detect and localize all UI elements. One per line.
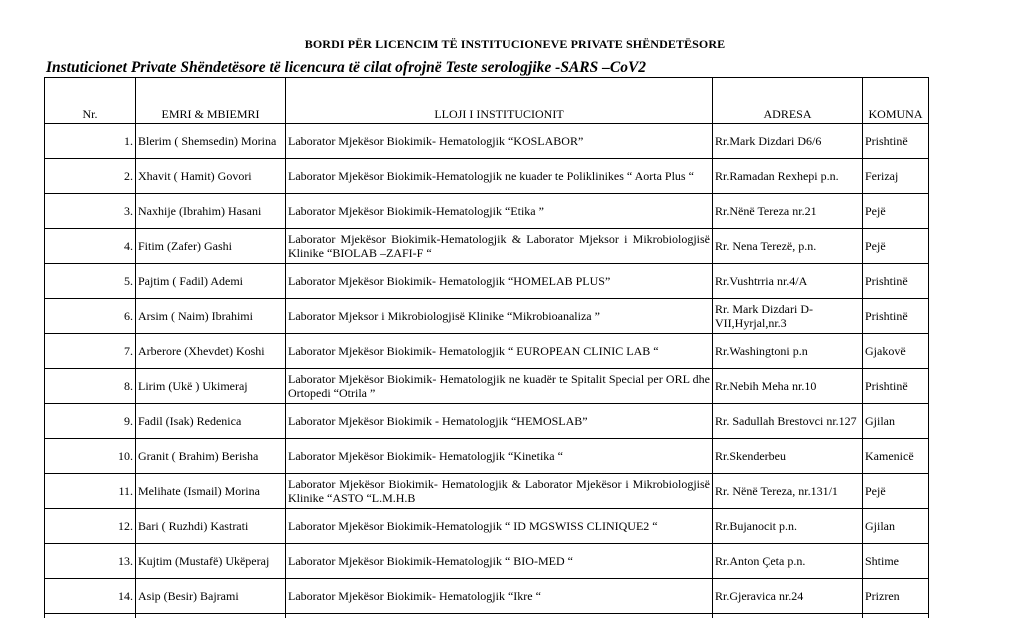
cell-nr: 4.	[45, 229, 136, 264]
cell-address: Rr.Vushtrria nr.4/A	[713, 264, 863, 299]
cell-address: Rr. Mark Dizdari D-VII,Hyrjal,nr.3	[713, 299, 863, 334]
column-header-nr: Nr.	[45, 78, 136, 124]
empty-cell	[863, 614, 929, 619]
cell-municipality: Pejë	[863, 194, 929, 229]
cell-institution-type: Laborator Mjekësor Biokimik- Hematologjik “HOMELAB PLUS”	[286, 264, 713, 299]
cell-address: Rr.Gjeravica nr.24	[713, 579, 863, 614]
cell-address: Rr.Washingtoni p.n	[713, 334, 863, 369]
cell-municipality: Prishtinë	[863, 124, 929, 159]
table-row	[45, 124, 929, 159]
empty-cell	[136, 614, 286, 619]
cell-name: Fitim (Zafer) Gashi	[136, 229, 286, 264]
cell-municipality: Prishtinë	[863, 299, 929, 334]
cell-name: Kujtim (Mustafë) Ukëperaj	[136, 544, 286, 579]
table-body	[45, 124, 929, 619]
cell-name: Melihate (Ismail) Morina	[136, 474, 286, 509]
cell-nr: 11.	[45, 474, 136, 509]
cell-nr: 12.	[45, 509, 136, 544]
cell-nr: 14.	[45, 579, 136, 614]
cell-nr: 7.	[45, 334, 136, 369]
cell-municipality: Gjilan	[863, 404, 929, 439]
cell-institution-type: Laborator Mjekësor Biokimik- Hematologjik & Laborator Mjekësor i Mikrobiologjisë Klinike “ASTO “L.M.H.B	[286, 474, 713, 509]
table-header-row	[45, 78, 929, 124]
cell-name: Arberore (Xhevdet) Koshi	[136, 334, 286, 369]
cell-name: Asip (Besir) Bajrami	[136, 579, 286, 614]
cell-nr: 13.	[45, 544, 136, 579]
column-header-address: ADRESA	[713, 78, 863, 124]
empty-cell	[286, 614, 713, 619]
cell-address: Rr. Sadullah Brestovci nr.127	[713, 404, 863, 439]
cell-institution-type: Laborator Mjeksor i Mikrobiologjisë Klinike “Mikrobioanaliza ”	[286, 299, 713, 334]
table-row	[45, 194, 929, 229]
cell-municipality: Pejë	[863, 229, 929, 264]
cell-municipality: Prishtinë	[863, 369, 929, 404]
table-row	[45, 229, 929, 264]
cell-name: Granit ( Brahim) Berisha	[136, 439, 286, 474]
cell-institution-type: Laborator Mjekësor Biokimik- Hematologjik “Kinetika “	[286, 439, 713, 474]
cell-nr: 10.	[45, 439, 136, 474]
cell-nr: 1.	[45, 124, 136, 159]
cell-institution-type: Laborator Mjekësor Biokimik-Hematologjik & Laborator Mjeksor i Mikrobiologjisë Klinike “BIOLAB –ZAFI-F “	[286, 229, 713, 264]
cell-address: Rr.Nënë Tereza nr.21	[713, 194, 863, 229]
column-header-name: EMRI & MBIEMRI	[136, 78, 286, 124]
table-row	[45, 264, 929, 299]
cell-name: Pajtim ( Fadil) Ademi	[136, 264, 286, 299]
cell-name: Lirim (Ukë ) Ukimeraj	[136, 369, 286, 404]
cell-name: Bari ( Ruzhdi) Kastrati	[136, 509, 286, 544]
cell-municipality: Ferizaj	[863, 159, 929, 194]
cell-institution-type: Laborator Mjekësor Biokimik- Hematologjik ne kuadër te Spitalit Special per ORL dhe Ortopedi “Otrila ”	[286, 369, 713, 404]
table-row	[45, 474, 929, 509]
cell-address: Rr.Skenderbeu	[713, 439, 863, 474]
cell-nr: 5.	[45, 264, 136, 299]
table-row	[45, 334, 929, 369]
table-row	[45, 579, 929, 614]
cell-institution-type: Laborator Mjekësor Biokimik-Hematologjik “ BIO-MED “	[286, 544, 713, 579]
cell-address: Rr.Ramadan Rexhepi p.n.	[713, 159, 863, 194]
cell-name: Blerim ( Shemsedin) Morina	[136, 124, 286, 159]
cell-name: Naxhije (Ibrahim) Hasani	[136, 194, 286, 229]
cell-institution-type: Laborator Mjekësor Biokimik- Hematologjik “Ikre “	[286, 579, 713, 614]
cell-nr: 6.	[45, 299, 136, 334]
empty-cell	[713, 614, 863, 619]
cell-municipality: Kamenicë	[863, 439, 929, 474]
table-row	[45, 509, 929, 544]
cell-institution-type: Laborator Mjekësor Biokimik - Hematologjik “HEMOSLAB”	[286, 404, 713, 439]
cell-institution-type: Laborator Mjekësor Biokimik-Hematologjik ne kuader te Poliklinikes “ Aorta Plus “	[286, 159, 713, 194]
table-row	[45, 439, 929, 474]
table-row	[45, 159, 929, 194]
document-header: BORDI PËR LICENCIM TË INSTITUCIONEVE PRIVATE SHËNDETËSORE	[304, 37, 726, 51]
cell-municipality: Gjilan	[863, 509, 929, 544]
cell-address: Rr.Nebih Meha nr.10	[713, 369, 863, 404]
cell-municipality: Pejë	[863, 474, 929, 509]
table-row	[45, 369, 929, 404]
cell-name: Fadil (Isak) Redenica	[136, 404, 286, 439]
cell-address: Rr. Nena Terezë, p.n.	[713, 229, 863, 264]
table-row	[45, 404, 929, 439]
table-row	[45, 544, 929, 579]
cell-nr: 3.	[45, 194, 136, 229]
cell-nr: 2.	[45, 159, 136, 194]
cell-name: Arsim ( Naim) Ibrahimi	[136, 299, 286, 334]
column-header-type: LLOJI I INSTITUCIONIT	[286, 78, 713, 124]
cell-institution-type: Laborator Mjekësor Biokimik- Hematologjik “ EUROPEAN CLINIC LAB “	[286, 334, 713, 369]
cell-municipality: Prishtinë	[863, 264, 929, 299]
table-row	[45, 299, 929, 334]
cell-name: Xhavit ( Hamit) Govori	[136, 159, 286, 194]
empty-cell	[45, 614, 136, 619]
column-header-municipality: KOMUNA	[863, 78, 929, 124]
cell-address: Rr.Mark Dizdari D6/6	[713, 124, 863, 159]
cell-institution-type: Laborator Mjekësor Biokimik-Hematologjik “ ID MGSWISS CLINIQUE2 “	[286, 509, 713, 544]
cell-nr: 8.	[45, 369, 136, 404]
cell-address: Rr.Anton Çeta p.n.	[713, 544, 863, 579]
cell-institution-type: Laborator Mjekësor Biokimik- Hematologjik “KOSLABOR”	[286, 124, 713, 159]
cell-institution-type: Laborator Mjekësor Biokimik-Hematologjik “Etika ”	[286, 194, 713, 229]
cell-municipality: Gjakovë	[863, 334, 929, 369]
document-subtitle: Instuticionet Private Shëndetësore të licencura të cilat ofrojnë Teste serologjike -SARS –CoV2	[46, 59, 647, 76]
cell-address: Rr. Nënë Tereza, nr.131/1	[713, 474, 863, 509]
cell-municipality: Prizren	[863, 579, 929, 614]
cell-address: Rr.Bujanocit p.n.	[713, 509, 863, 544]
cell-municipality: Shtime	[863, 544, 929, 579]
cell-nr: 9.	[45, 404, 136, 439]
licensed-institutions-table	[44, 77, 929, 618]
table-row-continuation	[45, 614, 929, 619]
